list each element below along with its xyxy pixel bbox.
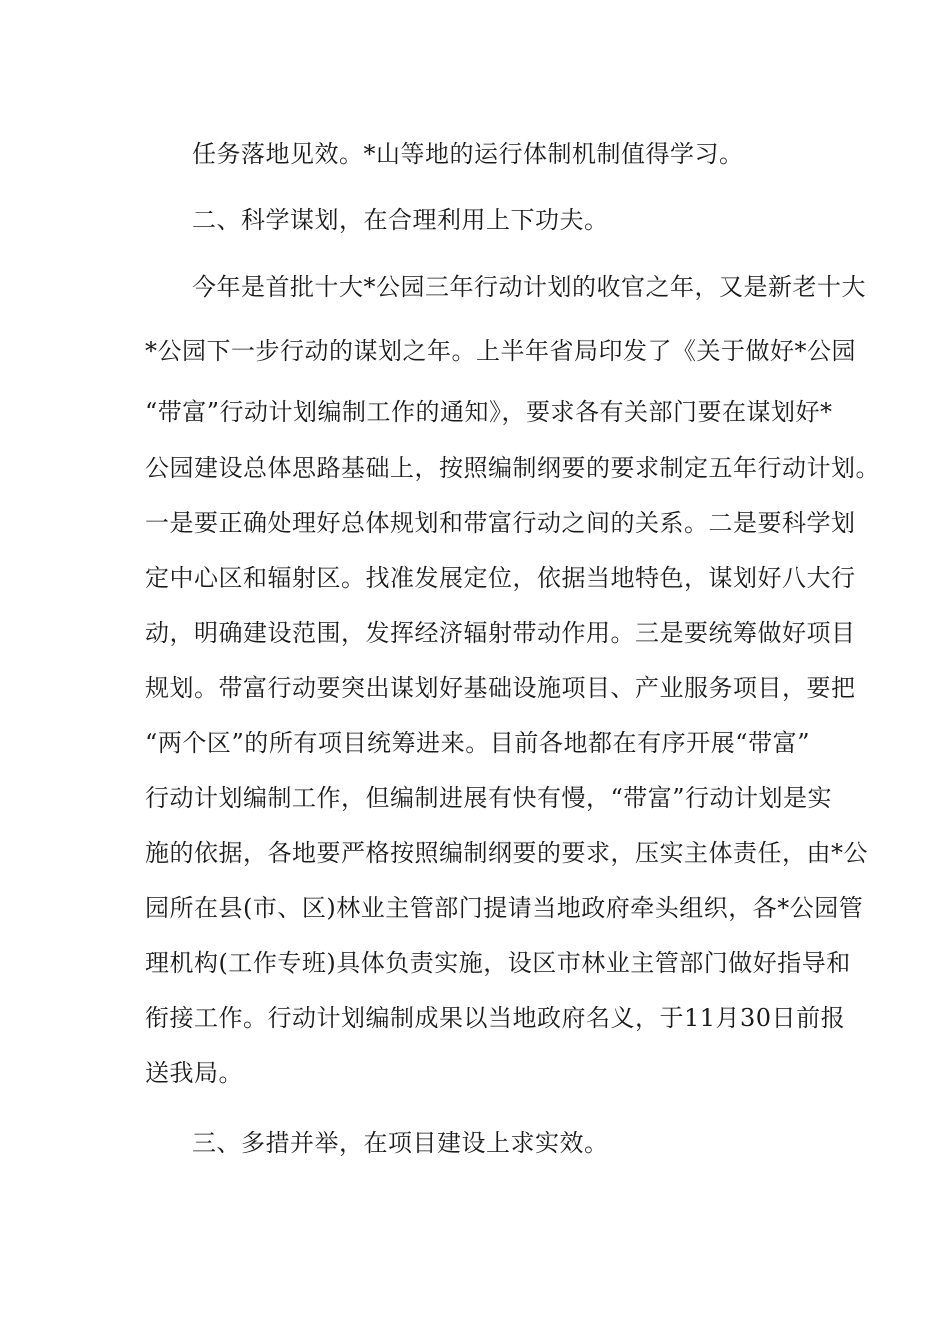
paragraph-line: 动，明确建设范围，发挥经济辐射带动作用。三是要统筹做好项目 — [145, 619, 856, 647]
paragraph-line: 园所在县(市、区)林业主管部门提请当地政府牵头组织，各*公园管 — [145, 894, 864, 922]
paragraph-line: 理机构(工作专班)具体负责实施，设区市林业主管部门做好指导和 — [145, 949, 851, 977]
paragraph-line: 施的依据，各地要严格按照编制纲要的要求，压实主体责任，由*公 — [145, 839, 868, 867]
paragraph-line: 今年是首批十大*公园三年行动计划的收官之年，又是新老十大 — [192, 273, 866, 301]
paragraph-line: 衔接工作。行动计划编制成果以当地政府名义，于11月30日前报 — [145, 1004, 846, 1032]
paragraph-line: *公园下一步行动的谋划之年。上半年省局印发了《关于做好*公园 — [145, 337, 856, 365]
paragraph-line: 定中心区和辐射区。找准发展定位，依据当地特色，谋划好八大行 — [145, 564, 856, 592]
paragraph-line: “带富”行动计划编制工作的通知》，要求各有关部门要在谋划好* — [145, 398, 833, 426]
section-heading-3: 三、多措并举，在项目建设上求实效。 — [192, 1129, 609, 1157]
paragraph-line: “两个区”的所有项目统筹进来。目前各地都在有序开展“带富” — [145, 729, 810, 757]
paragraph-line: 送我局。 — [145, 1059, 243, 1087]
paragraph-line: 规划。带富行动要突出谋划好基础设施项目、产业服务项目，要把 — [145, 674, 856, 702]
section-heading-2: 二、科学谋划，在合理利用上下功夫。 — [192, 206, 609, 234]
paragraph-line: 一是要正确处理好总体规划和带富行动之间的关系。二是要科学划 — [145, 509, 856, 537]
paragraph-line: 行动计划编制工作，但编制进展有快有慢，“带富”行动计划是实 — [145, 784, 833, 812]
paragraph-line: 公园建设总体思路基础上，按照编制纲要的要求制定五年行动计划。 — [145, 454, 880, 482]
paragraph-line: 任务落地见效。*山等地的运行体制机制值得学习。 — [192, 140, 744, 168]
